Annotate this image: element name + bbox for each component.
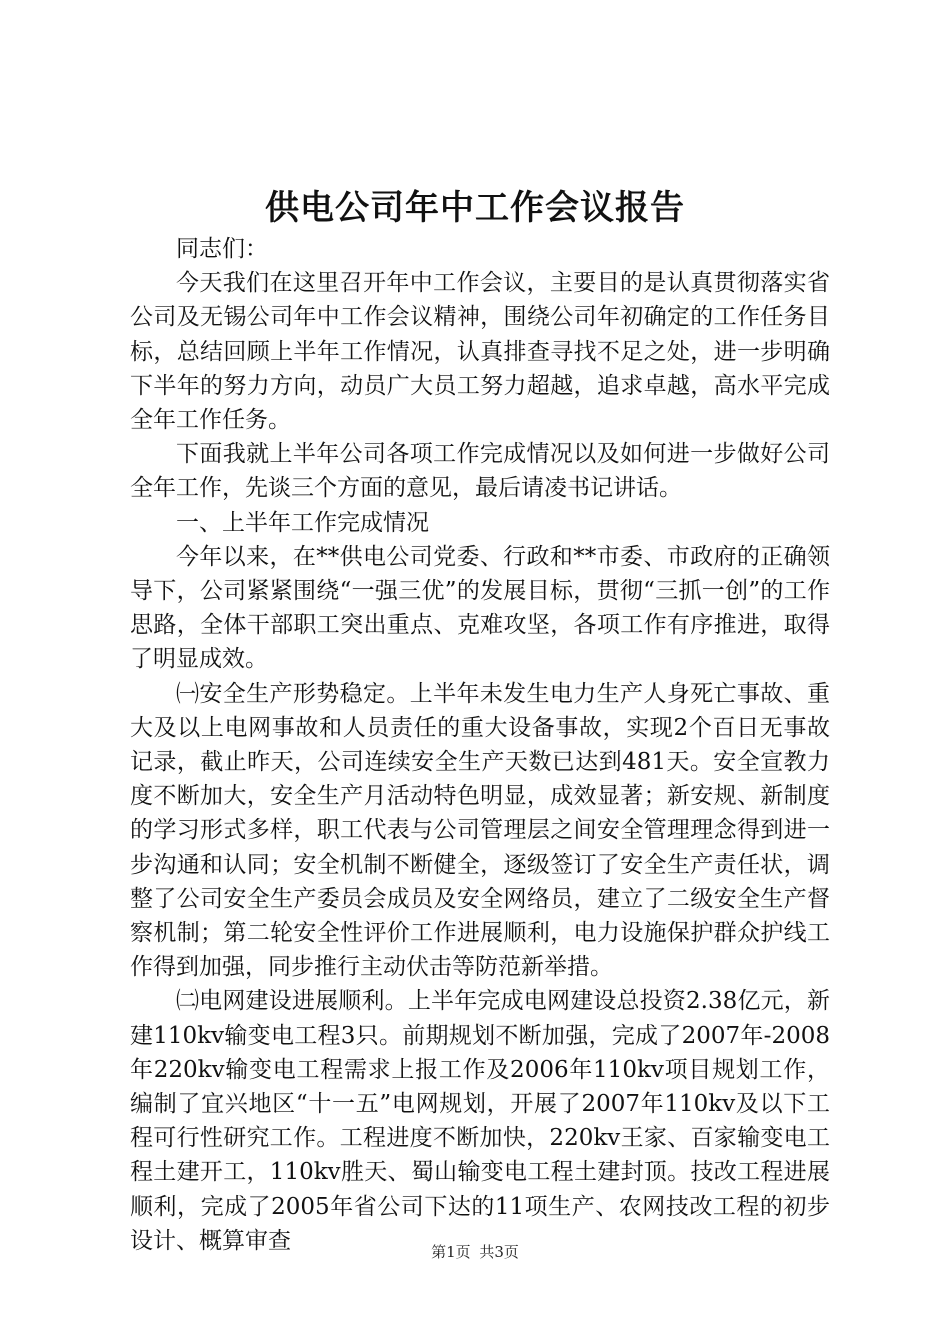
page-footer <box>0 1241 950 1262</box>
page-total: 共3页 <box>479 1243 519 1261</box>
body-paragraph: 下面我就上半年公司各项工作完成情况以及如何进一步做好公司全年工作，先谈三个方面的意见，最后请凌书记讲话。 <box>130 441 830 502</box>
page-title: 供电公司年中工作会议报告 <box>265 188 685 228</box>
document-body <box>130 232 830 1258</box>
section-heading: 一、上半年工作完成情况 <box>176 509 429 536</box>
body-paragraph: ㈡电网建设进展顺利。上半年完成电网建设总投资2.38亿元，新建110kv输变电工程3只。前期规划不断加强，完成了2007年-2008年220kv输变电工程需求上报工作及2006年110kv项目规划工作，编制了宜兴地区“十一五”电网规划，开展了2007年110kv及以下工程可行性研究工作。工程进度不断加快，220kv王家、百家输变电工程土建开工，110kv胜天、蜀山输变电工程土建封顶。技改工程进展顺利，完成了2005年省公司下达的11项生产、农网技改工程的初步设计、概算审查 <box>130 988 830 1254</box>
body-paragraph: 今天我们在这里召开年中工作会议，主要目的是认真贯彻落实省公司及无锡公司年中工作会议精神，围绕公司年初确定的工作任务目标，总结回顾上半年工作情况，认真排查寻找不足之处，进一步明确下半年的努力方向，动员广大员工努力超越，追求卓越，高水平完成全年工作任务。 <box>130 270 830 434</box>
salutation-paragraph: 同志们： <box>176 236 268 262</box>
body-paragraph: ㈠安全生产形势稳定。上半年未发生电力生产人身死亡事故、重大及以上电网事故和人员责任的重大设备事故，实现2个百日无事故记录，截止昨天，公司连续安全生产天数已达到481天。安全宣教力度不断加大，安全生产月活动特色明显，成效显著；新安规、新制度的学习形式多样，职工代表与公司管理层之间安全管理理念得到进一步沟通和认同；安全机制不断健全，逐级签订了安全生产责任状，调整了公司安全生产委员会成员及安全网络员，建立了二级安全生产督察机制；第二轮安全性评价工作进展顺利，电力设施保护群众护线工作得到加强，同步推行主动伏击等防范新举措。 <box>130 680 830 981</box>
body-paragraph: 今年以来，在**供电公司党委、行政和**市委、市政府的正确领导下，公司紧紧围绕“一强三优”的发展目标，贯彻“三抓一创”的工作思路，全体干部职工突出重点、克难攻坚，各项工作有序推进，取得了明显成效。 <box>130 543 830 673</box>
page-number: 第1页 <box>431 1243 471 1261</box>
